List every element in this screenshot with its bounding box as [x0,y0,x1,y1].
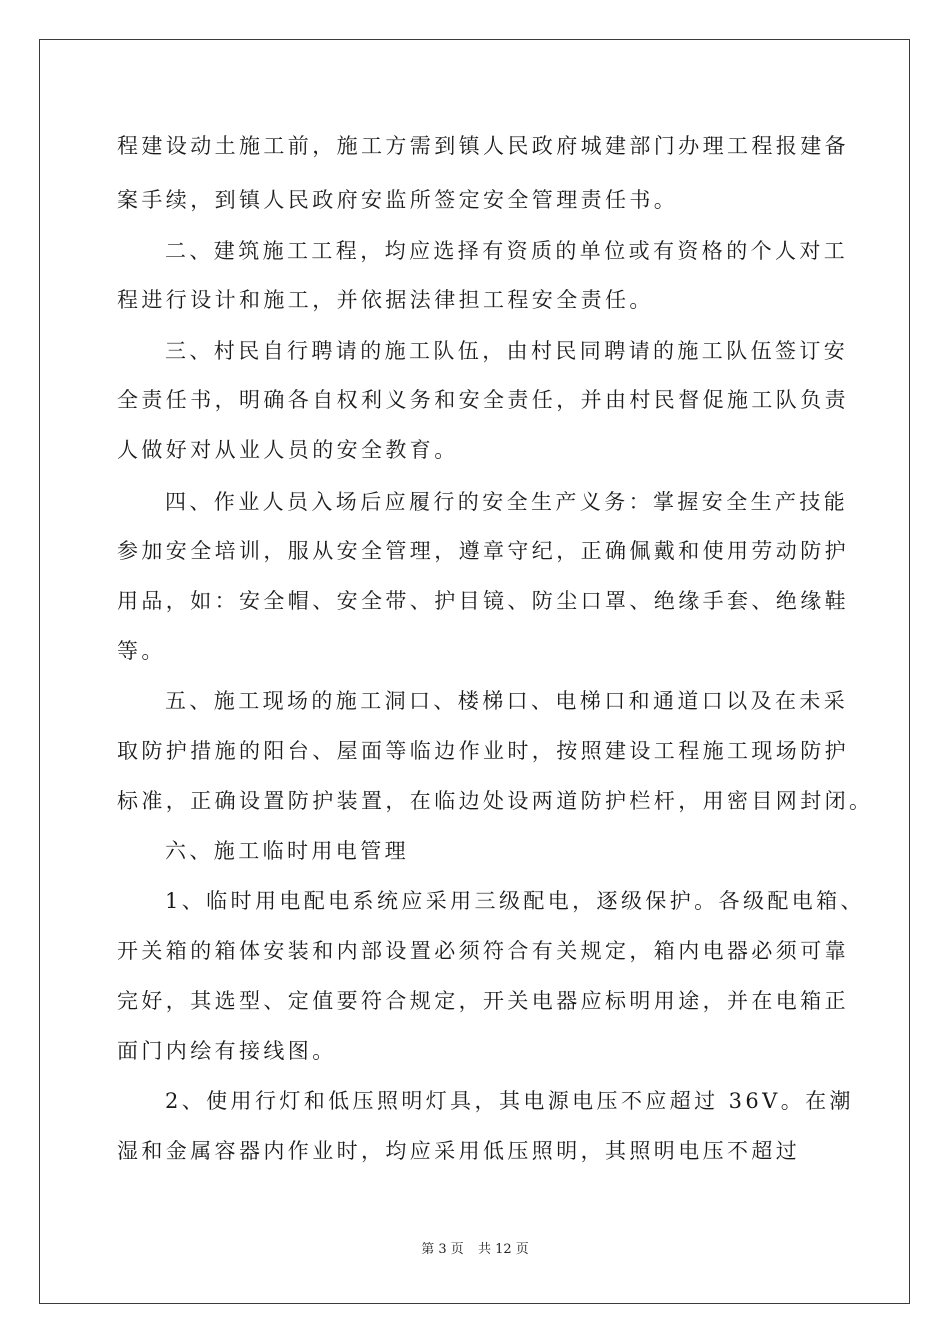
text-line: 开关箱的箱体安装和内部设置必须符合有关规定，箱内电器必须可靠 [117,939,849,963]
text-line: 用品，如：安全帽、安全带、护目镜、防尘口罩、绝缘手套、绝缘鞋 [117,589,849,613]
text-line: 参加安全培训，服从安全管理，遵章守纪，正确佩戴和使用劳动防护 [117,539,849,563]
text-line: 标准，正确设置防护装置，在临边处设两道防护栏杆，用密目网封闭。 [117,789,874,813]
text-line: 1、临时用电配电系统应采用三级配电，逐级保护。各级配电箱、 [165,889,865,913]
text-line: 程建设动土施工前，施工方需到镇人民政府城建部门办理工程报建备 [117,134,849,158]
text-line: 人做好对从业人员的安全教育。 [117,438,459,462]
text-line: 二、建筑施工工程，均应选择有资质的单位或有资格的个人对工 [165,239,849,263]
text-line: 2、使用行灯和低压照明灯具，其电源电压不应超过 36V。在潮 [165,1089,854,1113]
text-line: 湿和金属容器内作业时，均应采用低压照明，其照明电压不超过 [117,1139,801,1163]
text-line: 三、村民自行聘请的施工队伍，由村民同聘请的施工队伍签订安 [165,339,849,363]
text-line: 四、作业人员入场后应履行的安全生产义务：掌握安全生产技能 [165,490,849,514]
text-line: 等。 [117,639,166,663]
text-line: 取防护措施的阳台、屋面等临边作业时，按照建设工程施工现场防护 [117,739,849,763]
text-line: 全责任书，明确各自权利义务和安全责任，并由村民督促施工队负责 [117,388,849,412]
text-line: 面门内绘有接线图。 [117,1039,337,1063]
page-footer [0,1238,950,1257]
text-line: 程进行设计和施工，并依据法律担工程安全责任。 [117,288,654,312]
text-line: 五、施工现场的施工洞口、楼梯口、电梯口和通道口以及在未采 [165,689,849,713]
page-total: 共 12 页 [477,1242,529,1257]
text-line: 案手续，到镇人民政府安监所签定安全管理责任书。 [117,188,679,212]
section-heading: 六、施工临时用电管理 [165,839,409,863]
page-number: 第 3 页 [421,1242,464,1257]
text-line: 完好，其选型、定值要符合规定，开关电器应标明用途，并在电箱正 [117,989,849,1013]
